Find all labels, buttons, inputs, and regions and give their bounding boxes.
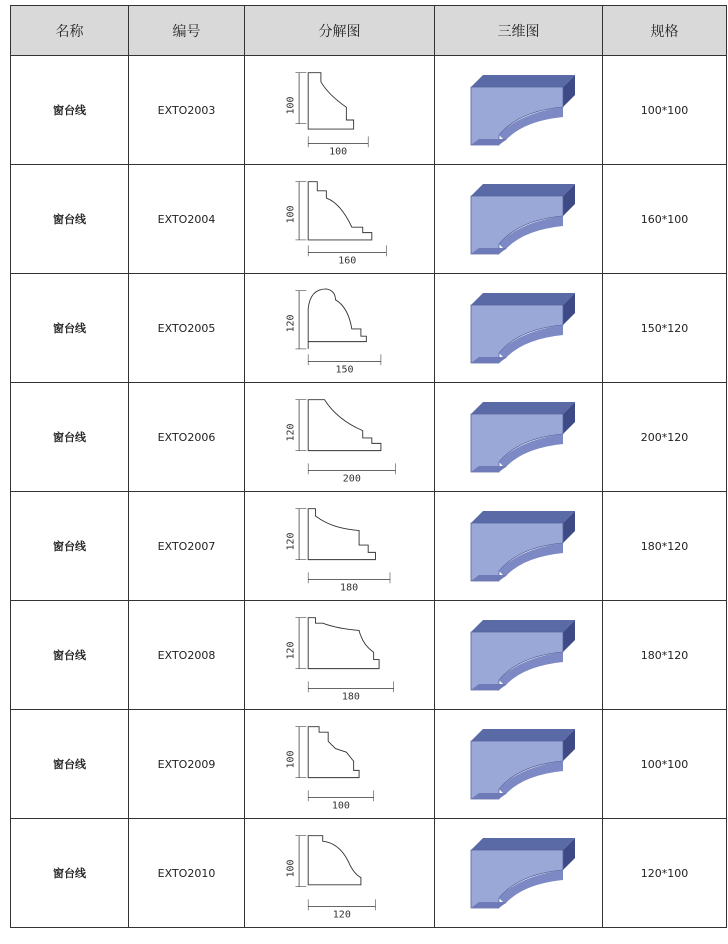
section-drawing xyxy=(265,169,415,269)
section-cell xyxy=(245,274,435,383)
width-dimension: 100 xyxy=(328,146,347,158)
section-drawing xyxy=(265,60,415,160)
height-dimension: 120 xyxy=(285,641,297,660)
3d-model-render xyxy=(459,501,579,591)
profile-name: 窗台线 xyxy=(11,601,129,710)
model-cell xyxy=(435,56,603,165)
height-dimension: 120 xyxy=(285,423,297,442)
header-code: 编号 xyxy=(129,6,245,56)
section-cell xyxy=(245,492,435,601)
width-dimension: 150 xyxy=(335,364,354,376)
profile-spec: 180*120 xyxy=(603,601,727,710)
table-row xyxy=(11,56,727,165)
section-cell xyxy=(245,165,435,274)
width-dimension: 180 xyxy=(339,582,358,594)
profile-name: 窗台线 xyxy=(11,383,129,492)
height-dimension: 120 xyxy=(285,314,297,333)
3d-model-render xyxy=(459,65,579,155)
3d-model-render xyxy=(459,283,579,373)
table-row xyxy=(11,819,727,928)
profile-code: EXTO2004 xyxy=(129,165,245,274)
table-row xyxy=(11,601,727,710)
profile-code: EXTO2003 xyxy=(129,56,245,165)
3d-model-render xyxy=(459,719,579,809)
profile-name: 窗台线 xyxy=(11,56,129,165)
height-dimension: 100 xyxy=(285,96,297,115)
section-drawing xyxy=(265,605,415,705)
profile-code: EXTO2009 xyxy=(129,710,245,819)
profile-spec: 160*100 xyxy=(603,165,727,274)
section-drawing xyxy=(265,387,415,487)
profile-code: EXTO2010 xyxy=(129,819,245,928)
model-cell xyxy=(435,492,603,601)
profile-spec: 180*120 xyxy=(603,492,727,601)
section-cell xyxy=(245,601,435,710)
profile-code: EXTO2005 xyxy=(129,274,245,383)
profile-name: 窗台线 xyxy=(11,165,129,274)
section-cell xyxy=(245,56,435,165)
model-cell xyxy=(435,710,603,819)
header-spec: 规格 xyxy=(603,6,727,56)
section-cell xyxy=(245,819,435,928)
section-drawing xyxy=(265,496,415,596)
model-cell xyxy=(435,165,603,274)
width-dimension: 100 xyxy=(331,800,350,812)
table-row xyxy=(11,383,727,492)
header-section: 分解图 xyxy=(245,6,435,56)
profile-code: EXTO2007 xyxy=(129,492,245,601)
table-row xyxy=(11,274,727,383)
height-dimension: 100 xyxy=(285,750,297,769)
section-drawing xyxy=(265,714,415,814)
model-cell xyxy=(435,601,603,710)
height-dimension: 100 xyxy=(285,205,297,224)
section-cell xyxy=(245,710,435,819)
width-dimension: 160 xyxy=(337,255,356,267)
model-cell xyxy=(435,383,603,492)
profile-code: EXTO2006 xyxy=(129,383,245,492)
table-row xyxy=(11,710,727,819)
section-drawing xyxy=(265,823,415,923)
profile-spec: 200*120 xyxy=(603,383,727,492)
profile-name: 窗台线 xyxy=(11,710,129,819)
width-dimension: 120 xyxy=(332,909,351,921)
profile-spec: 120*100 xyxy=(603,819,727,928)
3d-model-render xyxy=(459,828,579,918)
section-drawing xyxy=(265,278,415,378)
profile-code: EXTO2008 xyxy=(129,601,245,710)
height-dimension: 100 xyxy=(285,859,297,878)
header-3d-view: 三维图 xyxy=(435,6,603,56)
profile-name: 窗台线 xyxy=(11,819,129,928)
profile-spec: 100*100 xyxy=(603,56,727,165)
table-row xyxy=(11,492,727,601)
3d-model-render xyxy=(459,610,579,700)
profile-spec: 150*120 xyxy=(603,274,727,383)
width-dimension: 200 xyxy=(342,473,361,485)
height-dimension: 120 xyxy=(285,532,297,551)
profile-spec: 100*100 xyxy=(603,710,727,819)
width-dimension: 180 xyxy=(341,691,360,703)
section-cell xyxy=(245,383,435,492)
profile-name: 窗台线 xyxy=(11,274,129,383)
3d-model-render xyxy=(459,392,579,482)
header-row xyxy=(11,6,727,56)
profile-spec-table xyxy=(10,5,727,928)
profile-name: 窗台线 xyxy=(11,492,129,601)
table-row xyxy=(11,165,727,274)
header-name: 名称 xyxy=(11,6,129,56)
model-cell xyxy=(435,274,603,383)
3d-model-render xyxy=(459,174,579,264)
model-cell xyxy=(435,819,603,928)
